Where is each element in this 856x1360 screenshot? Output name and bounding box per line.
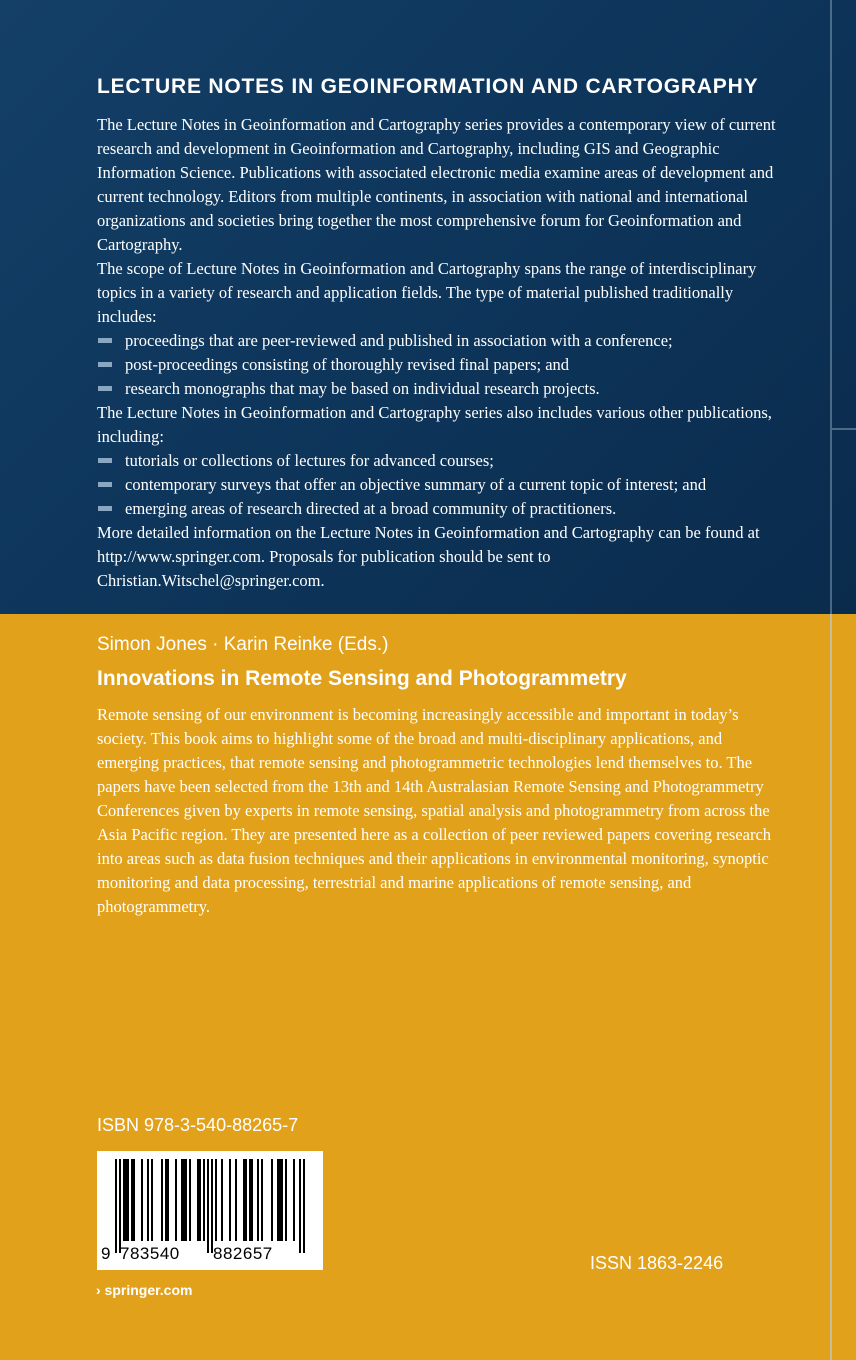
spine-fold-line xyxy=(830,0,832,1360)
barcode-bar xyxy=(257,1159,259,1241)
barcode-bar xyxy=(271,1159,273,1241)
barcode-bar xyxy=(123,1159,125,1241)
list-item: tutorials or collections of lectures for advanced courses; xyxy=(97,449,777,473)
barcode-bar xyxy=(119,1159,121,1253)
series-description xyxy=(97,113,777,593)
barcode-digits-right: 882657 xyxy=(213,1244,273,1263)
isbn: ISBN 978-3-540-88265-7 xyxy=(97,1115,299,1135)
other-publications-list xyxy=(97,449,777,521)
barcode-bar xyxy=(125,1159,127,1241)
barcode-digit-first: 9 xyxy=(101,1244,111,1263)
barcode-bar xyxy=(127,1159,129,1241)
barcode-bar xyxy=(249,1159,251,1241)
barcode xyxy=(97,1151,323,1270)
barcode-bar xyxy=(151,1159,153,1241)
barcode-bar xyxy=(245,1159,247,1241)
barcode-bar xyxy=(167,1159,169,1241)
issn: ISSN 1863-2246 xyxy=(590,1253,724,1273)
barcode-bar xyxy=(161,1159,163,1241)
barcode-bar xyxy=(133,1159,135,1241)
barcode-bar xyxy=(207,1159,209,1253)
barcode-bar xyxy=(203,1159,205,1241)
series-other-intro: The Lecture Notes in Geoinformation and Cartography series also includes various other publications, including: xyxy=(97,403,772,446)
book-authors: Simon Jones · Karin Reinke (Eds.) xyxy=(97,634,389,655)
publisher-url: › springer.com xyxy=(96,1282,193,1298)
series-scope: The scope of Lecture Notes in Geoinformation and Cartography spans the range of interdisciplinary topics in a variety of research and application fields. The type of material published traditionally includes: xyxy=(97,259,757,326)
barcode-bar xyxy=(197,1159,199,1241)
barcode-bar xyxy=(199,1159,201,1241)
barcode-bar xyxy=(299,1159,301,1253)
barcode-bar xyxy=(251,1159,253,1241)
book-description: Remote sensing of our environment is becoming increasingly accessible and important in today’s society. This book aims to highlight some of the broad and multi-disciplinary applications, and emerging practices, that remote sensing and photogrammetric technologies lend themselves to. The papers have been selected from the 13th and 14th Australasian Remote Sensing and Photogrammetry Conferences given by experts in remote sensing, spatial analysis and photogrammetry from across the Asia Pacific region. They are presented here as a collection of peer reviewed papers covering research into areas such as data fusion techniques and their applications in environmental monitoring, synoptic monitoring and data processing, terrestrial and marine applications of remote sensing, and photogrammetry. xyxy=(97,705,772,916)
barcode-bar xyxy=(279,1159,281,1241)
series-intro: The Lecture Notes in Geoinformation and Cartography series provides a contemporary view of current research and development in Geoinformation and Cartography, including GIS and Geographic Information Science. Publications with associated electronic media examine areas of development and current technology. Editors from multiple continents, in association with national and international organizations and societies bring together the most comprehensive forum for Geoinformation and Cartography. xyxy=(97,115,776,254)
barcode-bar xyxy=(175,1159,177,1241)
list-item: research monographs that may be based on individual research projects. xyxy=(97,377,777,401)
list-item: proceedings that are peer-reviewed and published in association with a conference; xyxy=(97,329,777,353)
barcode-bar xyxy=(131,1159,133,1241)
barcode-bar xyxy=(243,1159,245,1241)
dash-bullet-icon xyxy=(98,482,112,487)
dash-bullet-icon xyxy=(98,386,112,391)
list-item: contemporary surveys that offer an objective summary of a current topic of interest; and xyxy=(97,473,777,497)
barcode-bar xyxy=(303,1159,305,1253)
barcode-bar xyxy=(147,1159,149,1241)
barcode-bar xyxy=(211,1159,213,1253)
barcode-bar xyxy=(281,1159,283,1241)
dash-bullet-icon xyxy=(98,506,112,511)
barcode-bar xyxy=(189,1159,191,1241)
barcode-bar xyxy=(181,1159,183,1241)
series-title: LECTURE NOTES IN GEOINFORMATION AND CARTOGRAPHY xyxy=(97,75,759,98)
series-panel xyxy=(0,0,856,614)
barcode-bar xyxy=(285,1159,287,1241)
list-item: post-proceedings consisting of thoroughly revised final papers; and xyxy=(97,353,777,377)
book-title: Innovations in Remote Sensing and Photogrammetry xyxy=(97,667,627,690)
barcode-bar xyxy=(277,1159,279,1241)
dash-bullet-icon xyxy=(98,338,112,343)
barcode-bar xyxy=(115,1159,117,1253)
barcode-bar xyxy=(185,1159,187,1241)
barcode-bar xyxy=(293,1159,295,1241)
barcode-bar xyxy=(183,1159,185,1241)
barcode-bar xyxy=(235,1159,237,1241)
fold-mark xyxy=(832,428,856,430)
traditional-publications-list xyxy=(97,329,777,401)
barcode-bar xyxy=(165,1159,167,1241)
series-more-info: More detailed information on the Lecture Notes in Geoinformation and Cartography can be found at http://www.springer.com. Proposals for publication should be sent to Christian.Witschel@springer.com. xyxy=(97,523,760,590)
barcode-bar xyxy=(261,1159,263,1241)
dash-bullet-icon xyxy=(98,362,112,367)
dash-bullet-icon xyxy=(98,458,112,463)
barcode-digits-left: 783540 xyxy=(120,1244,180,1263)
barcode-bar xyxy=(221,1159,223,1241)
barcode-bar xyxy=(229,1159,231,1241)
barcode-bar xyxy=(215,1159,217,1241)
list-item: emerging areas of research directed at a broad community of practitioners. xyxy=(97,497,777,521)
barcode-bar xyxy=(141,1159,143,1241)
